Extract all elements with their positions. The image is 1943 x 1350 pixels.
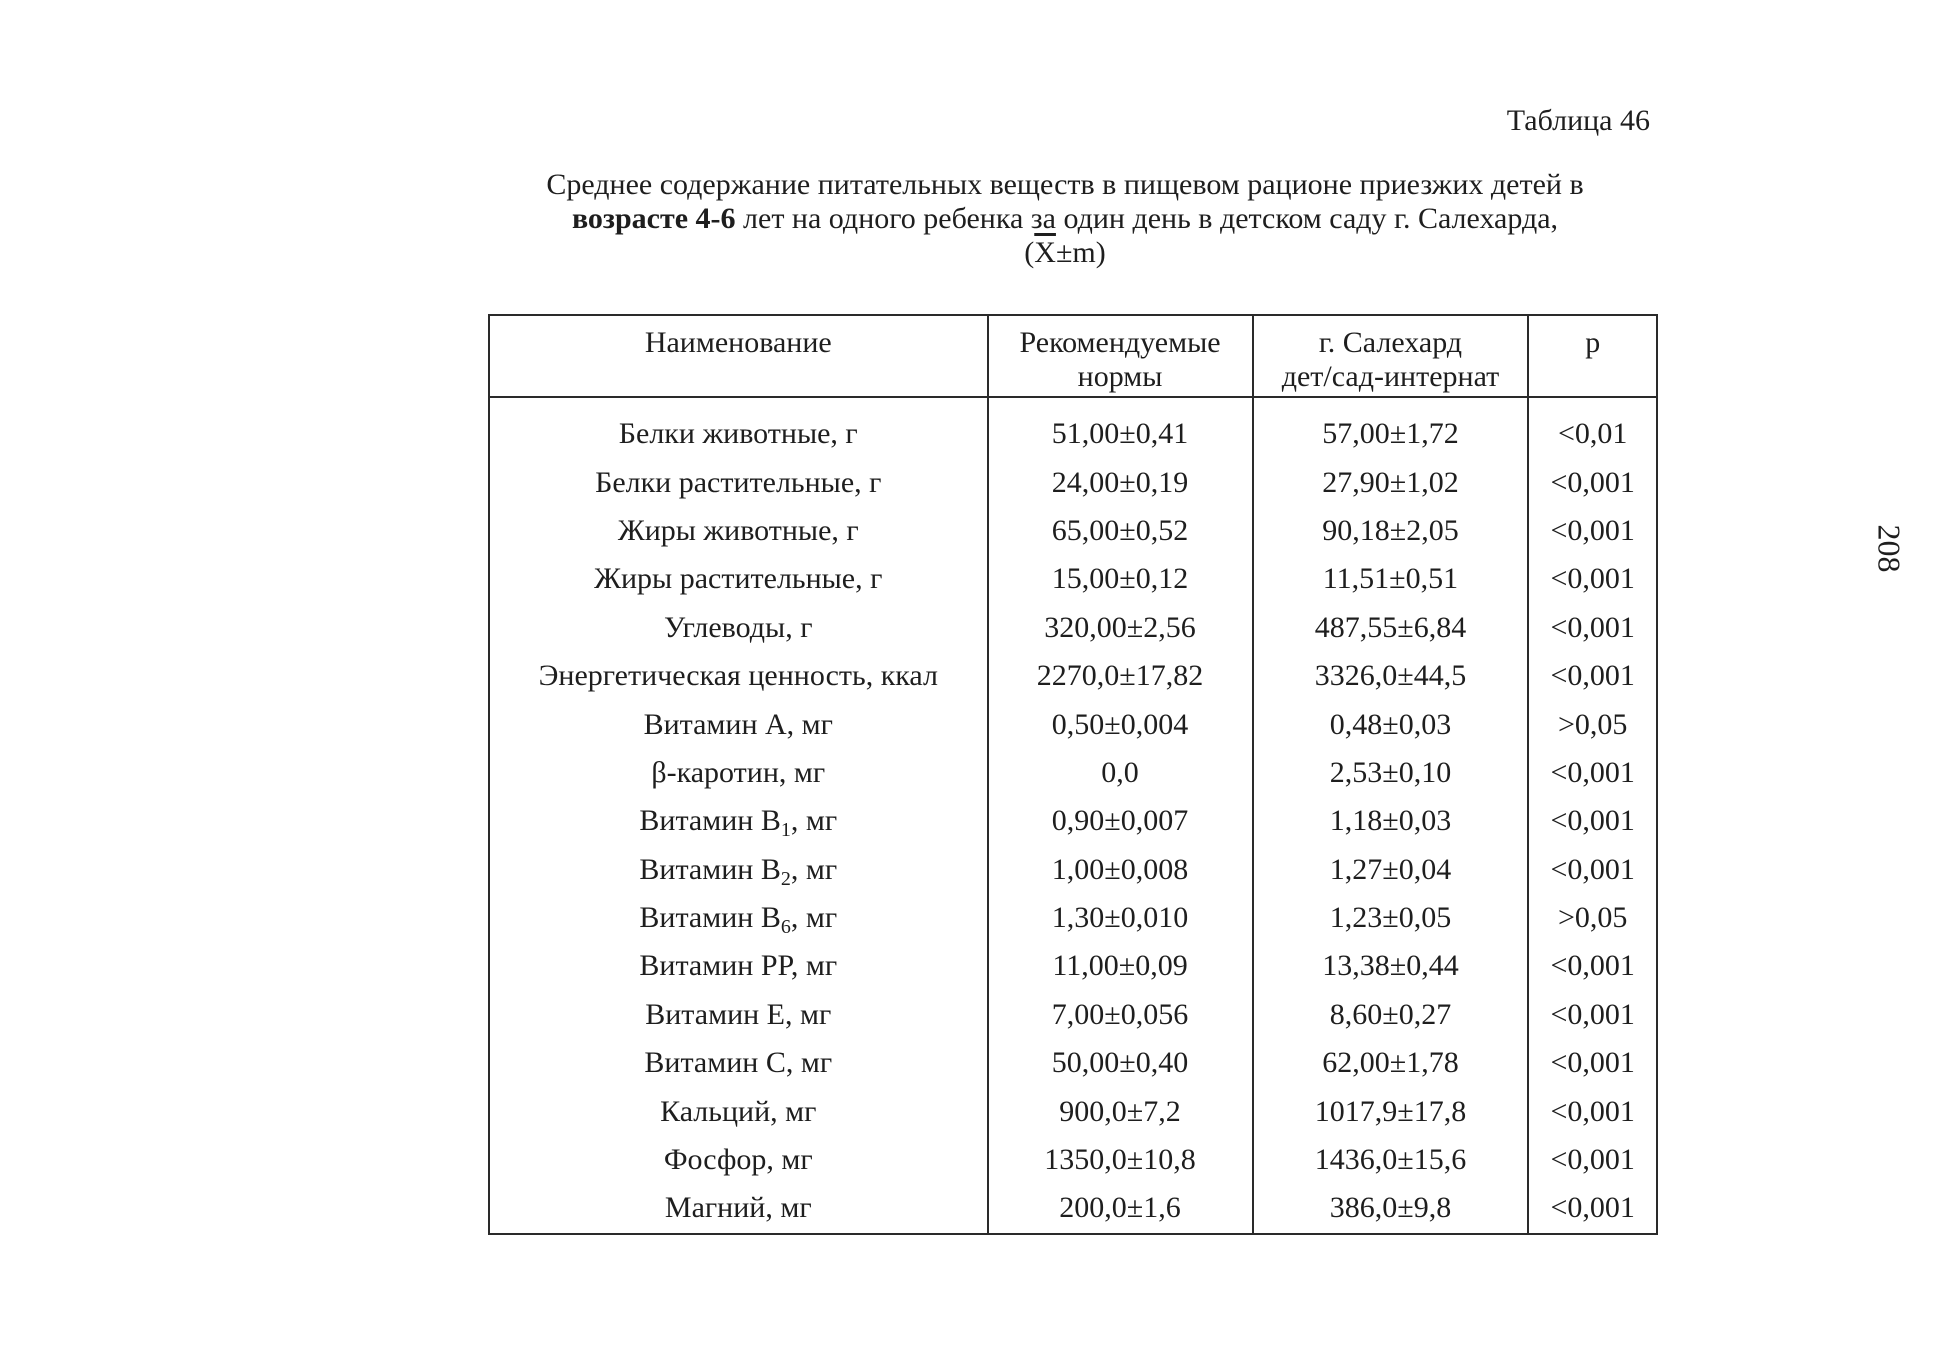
- cell-city: 487,55±6,84: [1253, 604, 1529, 652]
- name-prefix: Витамин B: [639, 901, 781, 935]
- cell-name: Энергетическая ценность, ккал: [489, 652, 988, 700]
- table-row: [489, 894, 1657, 942]
- cell-norm: 1350,0±10,8: [988, 1136, 1253, 1184]
- cell-p: <0,001: [1528, 1136, 1657, 1184]
- name-suffix: , мг: [790, 804, 838, 838]
- nutrient-table: [488, 314, 1658, 1235]
- cell-city: 13,38±0,44: [1253, 942, 1529, 990]
- cell-p: <0,001: [1528, 1184, 1657, 1233]
- caption-line-2-rest: лет на одного ребенка за один день в детском саду г. Салехарда,: [735, 202, 1559, 235]
- cell-p: <0,001: [1528, 942, 1657, 990]
- cell-norm: 900,0±7,2: [988, 1087, 1253, 1135]
- caption-line-1: Среднее содержание питательных веществ в пищевом рационе приезжих детей в: [546, 168, 1584, 201]
- cell-name: Жиры животные, г: [489, 507, 988, 555]
- cell-norm: 200,0±1,6: [988, 1184, 1253, 1233]
- table-row: [489, 604, 1657, 652]
- name-subscript: 1: [780, 819, 791, 842]
- header-norm: [988, 315, 1253, 397]
- cell-city: 57,00±1,72: [1253, 397, 1529, 458]
- cell-name: [489, 797, 988, 845]
- header-norm-line-1: Рекомендуемые: [1019, 326, 1221, 359]
- header-name: Наименование: [489, 315, 988, 397]
- cell-norm: 51,00±0,41: [988, 397, 1253, 458]
- caption-line-3-rest: ±m): [1055, 236, 1106, 269]
- table-caption: [460, 168, 1670, 270]
- cell-city: 8,60±0,27: [1253, 991, 1529, 1039]
- name-subscript: 2: [780, 867, 791, 890]
- cell-city: 11,51±0,51: [1253, 555, 1529, 603]
- cell-p: <0,001: [1528, 846, 1657, 894]
- cell-norm: 0,90±0,007: [988, 797, 1253, 845]
- table-row: [489, 700, 1657, 748]
- cell-p: <0,001: [1528, 652, 1657, 700]
- cell-city: 1436,0±15,6: [1253, 1136, 1529, 1184]
- cell-norm: 1,00±0,008: [988, 846, 1253, 894]
- cell-p: <0,01: [1528, 397, 1657, 458]
- name-subscript: 6: [780, 916, 791, 939]
- cell-name: [489, 894, 988, 942]
- cell-city: 1017,9±17,8: [1253, 1087, 1529, 1135]
- table-header-row: [489, 315, 1657, 397]
- cell-name: Витамин E, мг: [489, 991, 988, 1039]
- cell-name: β-каротин, мг: [489, 749, 988, 797]
- table-row: [489, 1039, 1657, 1087]
- header-p: p: [1528, 315, 1657, 397]
- header-city-line-1: г. Салехард: [1318, 326, 1463, 359]
- cell-p: <0,001: [1528, 458, 1657, 506]
- cell-city: 1,27±0,04: [1253, 846, 1529, 894]
- header-city: [1253, 315, 1529, 397]
- caption-paren-open: (: [1024, 236, 1035, 269]
- cell-name: Белки животные, г: [489, 397, 988, 458]
- cell-city: 2,53±0,10: [1253, 749, 1529, 797]
- table-row: [489, 1087, 1657, 1135]
- table-row: [489, 1136, 1657, 1184]
- cell-city: 62,00±1,78: [1253, 1039, 1529, 1087]
- cell-p: <0,001: [1528, 604, 1657, 652]
- table-row: [489, 555, 1657, 603]
- cell-norm: 7,00±0,056: [988, 991, 1253, 1039]
- cell-norm: 15,00±0,12: [988, 555, 1253, 603]
- cell-name: Витамин PP, мг: [489, 942, 988, 990]
- cell-norm: 0,50±0,004: [988, 700, 1253, 748]
- cell-city: 1,18±0,03: [1253, 797, 1529, 845]
- header-city-line-2: дет/сад-интернат: [1281, 360, 1500, 393]
- name-suffix: , мг: [790, 852, 838, 886]
- cell-p: >0,05: [1528, 894, 1657, 942]
- cell-name: Витамин А, мг: [489, 700, 988, 748]
- cell-p: <0,001: [1528, 1087, 1657, 1135]
- caption-age-range: возрасте 4-6: [571, 202, 736, 235]
- cell-p: <0,001: [1528, 797, 1657, 845]
- name-suffix: , мг: [790, 901, 838, 935]
- cell-p: <0,001: [1528, 555, 1657, 603]
- page-number: 208: [1871, 524, 1908, 573]
- cell-city: 3326,0±44,5: [1253, 652, 1529, 700]
- cell-name: Белки растительные, г: [489, 458, 988, 506]
- caption-mean-symbol: $\overline{X}$: [1034, 236, 1056, 269]
- cell-p: >0,05: [1528, 700, 1657, 748]
- table-row: [489, 397, 1657, 458]
- cell-city: 90,18±2,05: [1253, 507, 1529, 555]
- cell-name: [489, 846, 988, 894]
- table-row: [489, 507, 1657, 555]
- table-row: [489, 846, 1657, 894]
- table-label: Таблица 46: [1506, 104, 1650, 137]
- cell-name: Фосфор, мг: [489, 1136, 988, 1184]
- cell-p: <0,001: [1528, 991, 1657, 1039]
- table-row: [489, 1184, 1657, 1233]
- cell-city: 386,0±9,8: [1253, 1184, 1529, 1233]
- table-row: [489, 652, 1657, 700]
- cell-norm: 50,00±0,40: [988, 1039, 1253, 1087]
- table-row: [489, 749, 1657, 797]
- cell-city: 1,23±0,05: [1253, 894, 1529, 942]
- cell-norm: 320,00±2,56: [988, 604, 1253, 652]
- cell-city: 27,90±1,02: [1253, 458, 1529, 506]
- caption-line-2: [460, 202, 1670, 236]
- cell-p: <0,001: [1528, 1039, 1657, 1087]
- caption-line-3: [460, 236, 1670, 270]
- cell-norm: 65,00±0,52: [988, 507, 1253, 555]
- table-row: [489, 991, 1657, 1039]
- name-prefix: Витамин B: [639, 852, 781, 886]
- header-norm-line-2: нормы: [1077, 360, 1163, 393]
- cell-norm: 0,0: [988, 749, 1253, 797]
- name-prefix: Витамин B: [639, 804, 781, 838]
- cell-city: 0,48±0,03: [1253, 700, 1529, 748]
- cell-norm: 11,00±0,09: [988, 942, 1253, 990]
- cell-norm: 1,30±0,010: [988, 894, 1253, 942]
- table-row: [489, 458, 1657, 506]
- table-row: [489, 797, 1657, 845]
- cell-p: <0,001: [1528, 749, 1657, 797]
- cell-norm: 24,00±0,19: [988, 458, 1253, 506]
- cell-p: <0,001: [1528, 507, 1657, 555]
- cell-name: Магний, мг: [489, 1184, 988, 1233]
- cell-name: Витамин C, мг: [489, 1039, 988, 1087]
- cell-name: Углеводы, г: [489, 604, 988, 652]
- cell-name: Жиры растительные, г: [489, 555, 988, 603]
- table-row: [489, 942, 1657, 990]
- cell-norm: 2270,0±17,82: [988, 652, 1253, 700]
- cell-name: Кальций, мг: [489, 1087, 988, 1135]
